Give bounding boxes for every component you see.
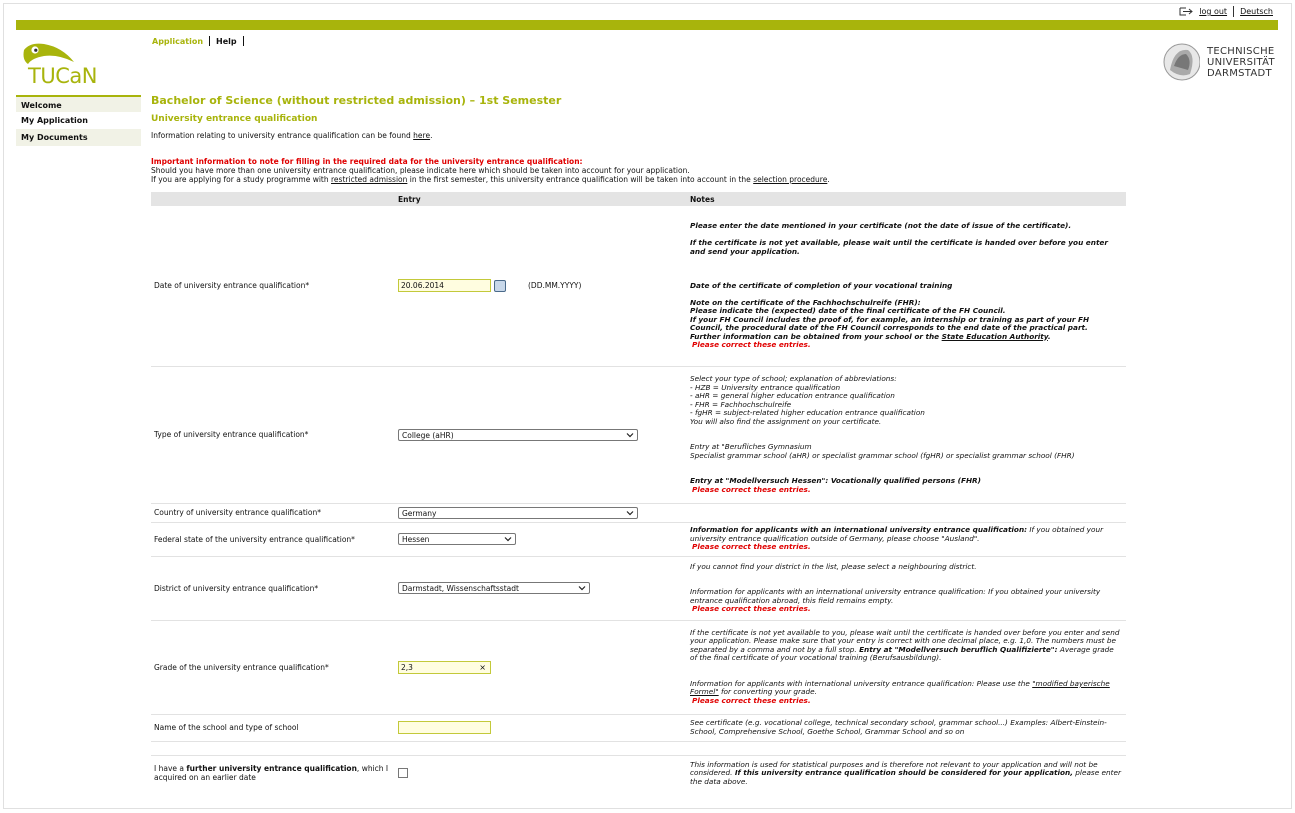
section-title: University entrance qualification: [151, 114, 318, 124]
nav-help[interactable]: Help: [216, 36, 237, 46]
further-notes: This information is used for statistical purposes and is therefore not relevant to your application and will not be considered. If this university entrance qualification should be considered for your application, please enter the data above.: [690, 759, 1121, 786]
sidebar: [16, 95, 141, 146]
date-format-hint: (DD.MM.YYYY): [528, 281, 582, 291]
error-message: Please correct these entries.: [692, 484, 811, 494]
chevron-down-icon: [578, 584, 586, 594]
info-text: Information relating to university entrance qualification can be found here.: [151, 131, 433, 140]
sidebar-item-welcome[interactable]: Welcome: [16, 95, 141, 112]
page-title: Bachelor of Science (without restricted admission) – 1st Semester: [151, 94, 562, 107]
column-notes: Notes: [687, 192, 1126, 206]
state-label: Federal state of the university entrance qualification*: [151, 522, 395, 556]
clear-icon[interactable]: ×: [479, 662, 486, 672]
district-select[interactable]: Darmstadt, Wissenschaftsstadt: [398, 582, 590, 594]
row-state: [151, 522, 1126, 556]
row-school: [151, 714, 1126, 741]
important-heading: Important information to note for filling in the required data for the university entrance qualification:: [151, 157, 583, 166]
qualification-form: [151, 192, 1126, 791]
country-select[interactable]: Germany: [398, 507, 638, 519]
row-date: [151, 206, 1126, 366]
further-label: I have a further university entrance qualification, which I acquired on an earlier date: [154, 764, 389, 783]
school-label: Name of the school and type of school: [151, 714, 395, 741]
language-link[interactable]: Deutsch: [1240, 7, 1273, 16]
important-info: [151, 157, 1126, 184]
header-bar: [16, 20, 1278, 30]
further-qualification-checkbox[interactable]: [398, 768, 408, 778]
logout-link[interactable]: log out: [1199, 7, 1228, 16]
important-line-2: If you are applying for a study programme with restricted admission in the first semester, this university entrance qualification will be taken into account in the selection procedure.: [151, 175, 830, 184]
type-label: Type of university entrance qualification*: [151, 366, 395, 503]
row-country: [151, 503, 1126, 522]
important-line-1: Should you have more than one university entrance qualification, please indicate here which should be taken into account for your application.: [151, 166, 690, 175]
table-header: [151, 192, 1126, 206]
info-link[interactable]: here: [413, 131, 431, 140]
state-select[interactable]: Hessen: [398, 533, 516, 545]
selection-procedure-link[interactable]: selection procedure: [753, 175, 828, 184]
type-notes: Select your type of school; explanation of abbreviations: - HZB = University entrance qualification - aHR = general higher education entrance qualification - FHR = Fachhochschulreife - fgHR = subject-related higher education entrance qualification You will also find the assignment on your certificate. Entry at "Berufliches Gymnasium Specialist grammar school (aHR) or specialist grammar school (fgHR) or specialist grammar school (FHR) Entry at "Modellversuch Hessen": Vocationally qualified persons (FHR) Please correct these entries.: [687, 366, 1126, 503]
date-label: Date of university entrance qualification*: [151, 206, 395, 366]
logout-icon[interactable]: [1179, 7, 1193, 16]
restricted-admission-link[interactable]: restricted admission: [331, 175, 408, 184]
type-select[interactable]: College (aHR): [398, 429, 638, 441]
chevron-down-icon: [626, 509, 634, 519]
top-links: [1179, 6, 1273, 17]
row-grade: [151, 620, 1126, 714]
spacer-row: [151, 741, 1126, 755]
university-seal-icon: [1160, 40, 1200, 86]
date-input[interactable]: 20.06.2014: [398, 279, 491, 292]
nav-divider: [209, 36, 210, 46]
error-message: Please correct these entries.: [692, 340, 811, 349]
main-content: [151, 92, 1126, 184]
bayerische-formel-link[interactable]: "modified bayerische Formel": [690, 678, 1110, 697]
row-further: [151, 755, 1126, 791]
column-entry: Entry: [395, 192, 687, 206]
country-label: Country of university entrance qualification*: [151, 503, 395, 522]
grade-notes: If the certificate is not yet available to you, please wait until the certificate is handed over before you enter and send your application. Please make sure that your entry is correct with one decimal place, e.g. 1,0. The numbers must be separated by a comma and not by a full stop. Entry at "Modellversuch beruflich Qualifizierte": Average grade of the final certificate of your vocational training (Berufsausbildung). Information for applicants with international university entrance qualification: Please use the "modified bayerische Formel" for converting your grade. Please correct these entries.: [687, 620, 1126, 714]
nav-divider: [243, 36, 244, 46]
grade-input[interactable]: 2,3 ×: [398, 661, 491, 674]
sidebar-item-my-application[interactable]: My Application: [21, 116, 88, 125]
topbar-divider: [1233, 6, 1234, 17]
sidebar-item-my-documents[interactable]: My Documents: [16, 129, 141, 146]
chevron-down-icon: [504, 535, 512, 545]
chevron-down-icon: [626, 431, 634, 441]
state-education-authority-link[interactable]: State Education Authority: [941, 331, 1048, 341]
state-notes: Information for applicants with an international university entrance qualification: If you obtained your university entrance qualification outside of Germany, please choose "Ausland". Please correct these entries.: [687, 522, 1126, 556]
school-input[interactable]: [398, 721, 491, 734]
university-name: TECHNISCHE UNIVERSITÄT DARMSTADT: [1207, 46, 1275, 79]
district-label: District of university entrance qualification*: [151, 556, 395, 620]
error-message: Please correct these entries.: [692, 542, 811, 552]
main-navigation: [152, 36, 250, 46]
row-district: [151, 556, 1126, 620]
calendar-icon[interactable]: [494, 280, 506, 292]
nav-application[interactable]: Application: [152, 36, 204, 46]
row-type: [151, 366, 1126, 503]
school-notes: See certificate (e.g. vocational college, technical secondary school, grammar school...) Examples: Albert-Einstein-School, Comprehensive School, Goethe School, Grammar School and so on: [687, 714, 1126, 741]
error-message: Please correct these entries.: [692, 604, 811, 613]
tucan-logo-text: TUCaN: [28, 64, 97, 88]
date-notes: Please enter the date mentioned in your certificate (not the date of issue of the certificate). If the certificate is not yet available, please wait until the certificate is handed over before you enter and send your application. Date of the certificate of completion of your vocational training Note on the certificate of the Fachhochschulreife (FHR): Please indicate the (expected) date of the final certificate of the FH Council. If your FH Council includes the proof of, for example, an internship or training as part of your FH Council, the procedural date of the FH Council corresponds to the end date of the practical part. Further information can be obtained from your school or the State Education Authority. Please correct these entries.: [687, 206, 1126, 366]
district-notes: If you cannot find your district in the list, please select a neighbouring district. Information for applicants with an international university entrance qualification: If you obtained your university entrance qualification abroad, this field remains empty. Please correct these entries.: [687, 556, 1126, 620]
error-message: Please correct these entries.: [692, 695, 811, 705]
grade-label: Grade of the university entrance qualification*: [151, 620, 395, 714]
